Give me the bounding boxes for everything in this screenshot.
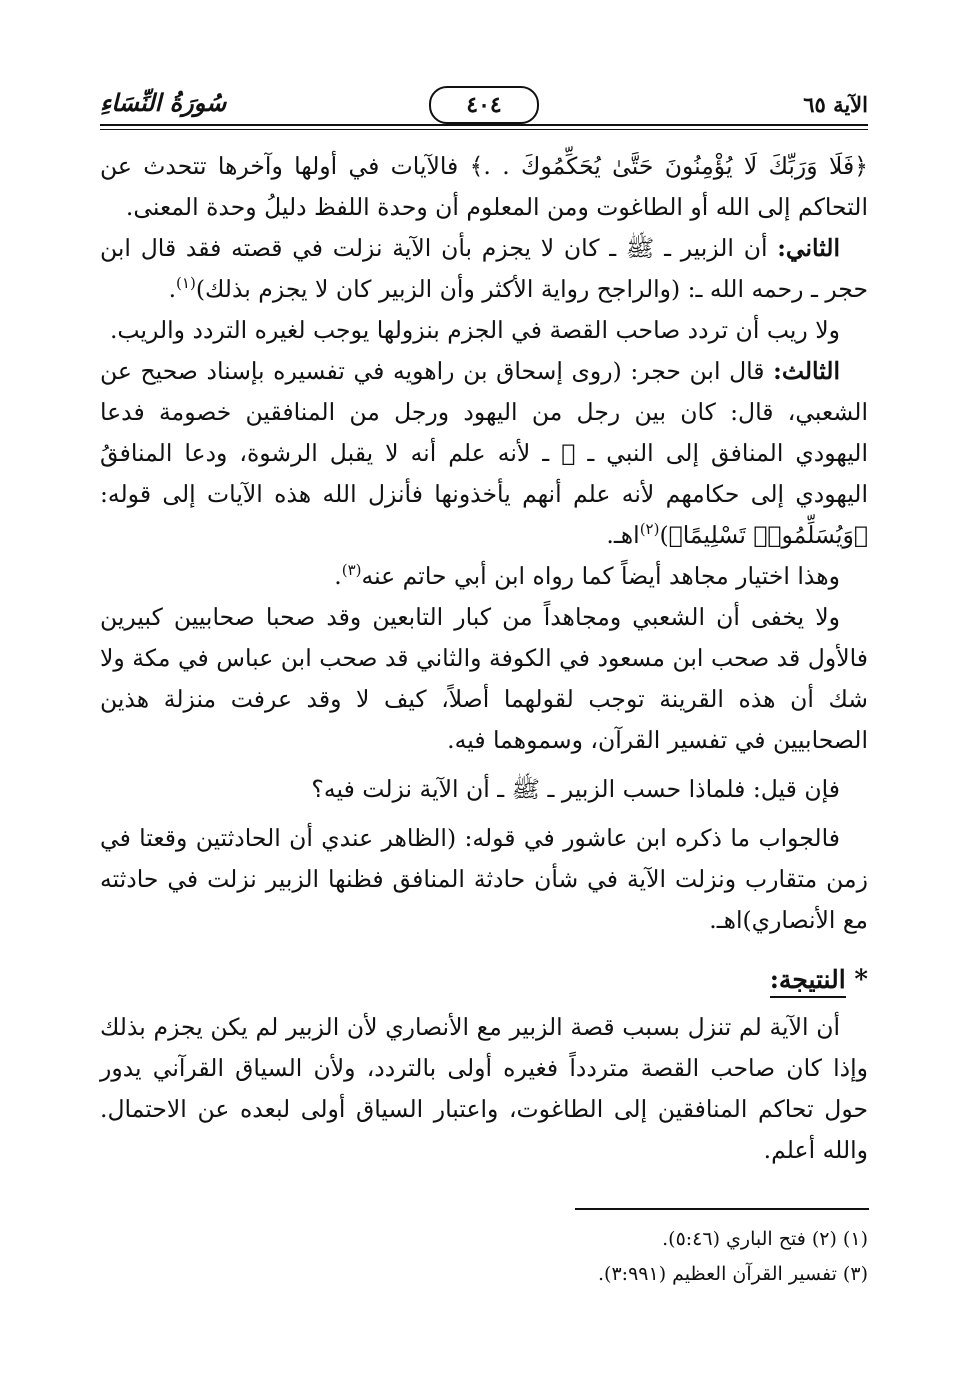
- paragraph: ولا ريب أن تردد صاحب القصة في الجزم بنزولها يوجب لغيره التردد والريب.: [109, 316, 840, 344]
- paragraph: فإن قيل: فلماذا حسب الزبير ـ ﷺ ـ أن الآية نزلت فيه؟: [311, 775, 840, 803]
- result-paragraph: أن الآية لم تنزل بسبب قصة الزبير مع الأنصاري لأن الزبير لم يكن يجزم بذلك وإذا كان صاحب القصة متردداً فغيره أولى بالتردد، ولأن السياق القرآني يدور حول تحاكم المنافقين إلى الطاغوت، واعتبار السياق أولى لبعده عن الاحتمال. والله أعلم.: [100, 1013, 868, 1164]
- paragraph: ﴿فَلَا وَرَبِّكَ لَا يُؤْمِنُونَ حَتَّىٰ يُحَكِّمُوكَ . .﴾ فالآيات في أولها وآخرها تتحدث عن التحاكم إلى الله أو الطاغوت ومن المعلوم أن وحدة اللفظ دليلُ وحدة المعنى.: [100, 152, 868, 221]
- paragraph: وهذا اختيار مجاهد أيضاً كما رواه ابن أبي حاتم عنه$^{(٣)}$.: [334, 561, 840, 590]
- paragraph-lead: الثالث:: [773, 357, 840, 385]
- paragraph-second-reason: الثاني: أن الزبير ـ ﷺ ـ كان لا يجزم بأن الآية نزلت في قصته فقد قال ابن حجر ـ رحمه الله ـ: (والراجح رواية الأكثر وأن الزبير كان لا يجزم بذلك)$^{(١)}$.: [100, 234, 868, 303]
- star-icon: *: [854, 965, 868, 995]
- footnotes: [100, 1222, 868, 1292]
- page-header: [100, 84, 868, 130]
- header-rule-thin: [100, 129, 868, 130]
- footnote: (٣) تفسير القرآن العظيم (٣:٩٩١).: [598, 1263, 868, 1285]
- page-number: ٤٠٤: [429, 86, 539, 124]
- footnote-ref: (٣): [341, 561, 362, 580]
- main-text: [100, 146, 868, 1171]
- result-title: النتيجة:: [770, 965, 846, 998]
- footnote-rule: [575, 1208, 869, 1210]
- ayah-label: الآية ٦٥: [803, 92, 868, 117]
- paragraph-lead: الثاني:: [777, 234, 840, 262]
- result-heading: [100, 959, 868, 1001]
- footnote-ref: (١): [176, 274, 196, 293]
- header-rule: [100, 124, 868, 126]
- paragraph: ولا يخفى أن الشعبي ومجاهداً من كبار التابعين وقد صحبا صحابيين كبيرين فالأول قد صحب ابن مسعود في الكوفة والثاني قد صحب ابن عباس في مكة ولا شك أن هذه القرينة توجب لقولهما أصلاً، كيف لا وقد عرفت منزلة هذين الصحابيين في تفسير القرآن، وسموهما فيه.: [100, 603, 868, 754]
- surah-title: سُورَةُ النِّسَاءِ: [100, 88, 227, 117]
- footnote-ref: (٢): [639, 520, 660, 539]
- footnote: (١) (٢) فتح الباري (٥:٤٦).: [662, 1228, 868, 1250]
- paragraph-third-reason: الثالث: قال ابن حجر: (روى إسحاق بن راهويه في تفسيره بإسناد صحيح عن الشعبي، قال: كان بين رجل من اليهود ورجل من المنافقين خصومة فدعا اليهودي المنافق إلى النبي ـ ﷺ ـ لأنه علم أنه لا يقبل الرشوة، ودعا المنافقُ اليهودي إلى حكامهم لأنه علم أنهم يأخذونها فأنزل الله هذه الآيات إلى قوله: ﴿وَيُسَلِّمُوا۟ تَسْلِيمًا﴾)$^{(٢)}$اهـ.: [100, 357, 868, 549]
- paragraph: فالجواب ما ذكره ابن عاشور في قوله: (الظاهر عندي أن الحادثتين وقعتا في زمن متقارب ونزلت الآية في شأن حادثة المنافق فظنها الزبير نزلت في حادثته مع الأنصاري)اهـ.: [100, 824, 868, 934]
